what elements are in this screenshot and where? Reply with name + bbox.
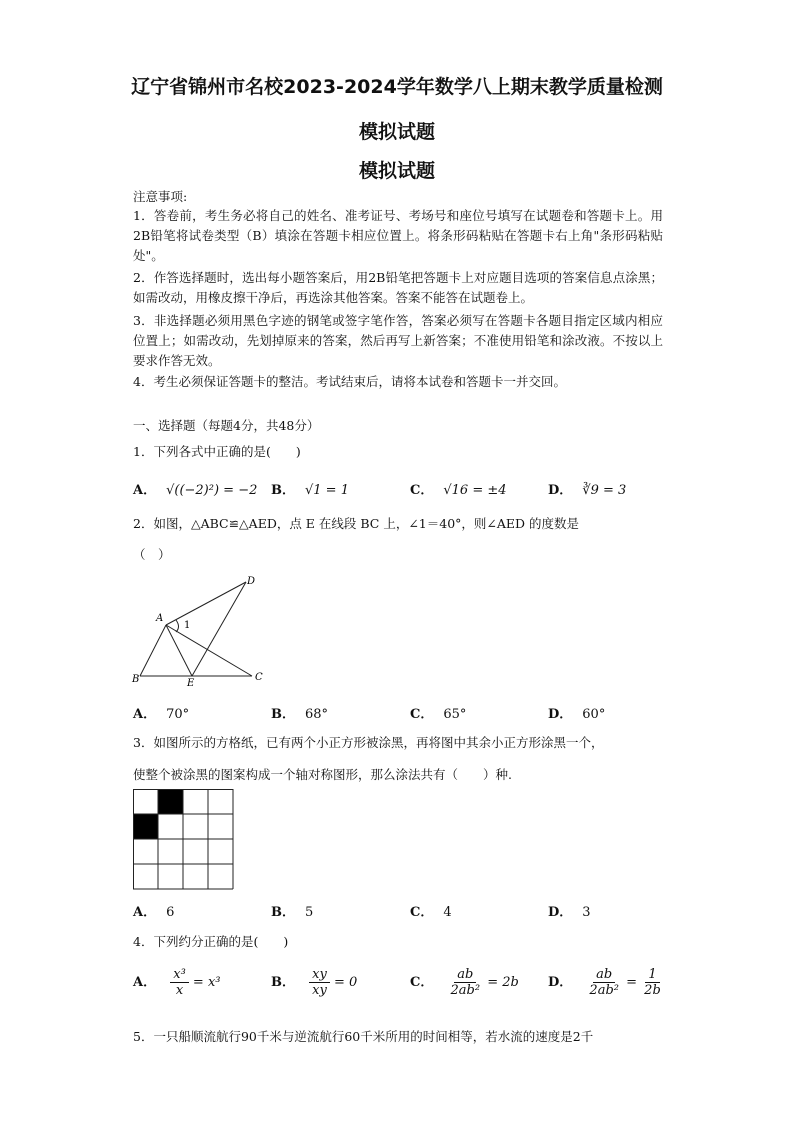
fraction: $\frac{\text{x³}}{x}$: [170, 967, 189, 998]
option-expr: 60°: [582, 707, 606, 722]
option-expr: 6: [166, 905, 175, 920]
option-expr: 70°: [166, 707, 190, 722]
q4-option-c: [410, 967, 519, 998]
triangle-figure: [128, 572, 268, 688]
fraction: $\frac{ab}{\text{2ab²}}$: [450, 967, 481, 998]
q4-option-d: [548, 967, 664, 998]
question-1-stem: 1．下列各式中正确的是( ): [133, 444, 301, 459]
fraction-result: $\frac{1}{2b}$: [644, 967, 661, 998]
grid-figure: [133, 789, 234, 890]
option-label: B．: [271, 905, 295, 920]
q3-option-a: [133, 901, 174, 920]
option-expr: √((−2)²) = −2: [166, 483, 258, 498]
question-3-stem-line1: 3．如图所示的方格纸，已有两个小正方形被涂黑，再将图中其余小正方形涂黑一个，: [133, 735, 604, 750]
question-5-stem: 5．一只船顺流航行90千米与逆流航行60千米所用的时间相等，若水流的速度是2千: [133, 1029, 594, 1044]
label-b: B: [132, 674, 140, 685]
option-expr: √1 = 1: [305, 483, 349, 498]
q2-option-d: [548, 703, 605, 722]
notice-item-4: 4．考生必须保证答题卡的整洁。考试结束后，请将本试卷和答题卡一并交回。: [133, 374, 566, 389]
angle-1-arc: [176, 620, 179, 632]
page-subtitle-repeat: 模拟试题: [358, 160, 435, 182]
option-label: C．: [410, 483, 434, 498]
option-label: B．: [271, 483, 295, 498]
segment-ab: [140, 625, 166, 676]
question-3-stem-line2: 使整个被涂黑的图案构成一个轴对称图形，那么涂法共有（ ）种.: [133, 767, 512, 782]
option-expr: 4: [443, 905, 452, 920]
option-expr: 68°: [305, 707, 329, 722]
option-label: C．: [410, 975, 434, 990]
option-label: B．: [271, 707, 295, 722]
shaded-square: [158, 789, 183, 814]
question-2-stem: 2．如图，△ABC≌△AED，点 E 在线段 BC 上，∠1＝40°，则∠AED 的度数是: [133, 516, 580, 531]
question-4-stem: 4．下列约分正确的是( ): [133, 934, 289, 949]
option-expr: 5: [305, 905, 314, 920]
notice-heading: 注意事项:: [133, 189, 188, 204]
q4-option-b: [271, 967, 357, 998]
q1-option-b: [271, 479, 349, 498]
option-rhs: = x³: [192, 975, 221, 990]
option-label: C．: [410, 707, 434, 722]
label-angle-1: 1: [184, 620, 191, 631]
q1-option-d: [548, 479, 626, 498]
option-label: C．: [410, 905, 434, 920]
option-label: A．: [133, 975, 157, 990]
label-c: C: [255, 672, 263, 683]
page-title: 辽宁省锦州市名校2023-2024学年数学八上期末教学质量检测: [131, 76, 663, 98]
label-d: D: [247, 576, 256, 587]
q1-option-a: [133, 479, 257, 498]
page-subtitle: 模拟试题: [358, 121, 435, 143]
section-heading: 一、选择题（每题4分，共48分）: [133, 418, 320, 433]
option-expr: 65°: [443, 707, 467, 722]
label-a: A: [156, 613, 164, 624]
fraction: $\frac{ab}{\text{2ab²}}$: [589, 967, 619, 998]
option-label: B．: [271, 975, 295, 990]
notice-item-3: 3．非选择题必须用黑色字迹的钢笔或签字笔作答，答案必须写在答题卡各题目指定区域内相应位置上；如需改动，先划掉原来的答案，然后再写上新答案；不准使用铅笔和涂改液。不按以上要求作答无效。: [133, 313, 663, 368]
question-2-paren: （ ）: [133, 547, 171, 562]
option-label: A．: [133, 905, 157, 920]
q3-option-d: [548, 901, 591, 920]
q3-option-c: [410, 901, 452, 920]
shaded-square: [133, 814, 158, 839]
option-label: D．: [548, 483, 573, 498]
label-e: E: [187, 678, 195, 688]
q4-option-a: [133, 967, 221, 998]
option-expr: 3: [582, 905, 591, 920]
notice-item-2: 2．作答选择题时，选出每小题答案后，用2B铅笔把答题卡上对应题目选项的答案信息点涂黑；如需改动，用橡皮擦干净后，再选涂其他答案。答案不能答在试题卷上。: [133, 270, 663, 305]
option-rhs: =: [626, 975, 638, 990]
option-rhs: = 2b: [487, 975, 519, 990]
q1-option-c: [410, 479, 507, 498]
option-expr: √16 = ±4: [443, 483, 507, 498]
option-label: D．: [548, 707, 573, 722]
option-label: A．: [133, 707, 157, 722]
q2-option-c: [410, 703, 466, 722]
option-label: A．: [133, 483, 157, 498]
notice-item-1: 1．答卷前，考生务必将自己的姓名、准考证号、考场号和座位号填写在试题卷和答题卡上。用2B铅笔将试卷类型（B）填涂在答题卡相应位置上。将条形码粘贴在答题卡右上角"条形码粘贴处"。: [133, 208, 663, 263]
q2-option-a: [133, 703, 189, 722]
option-expr: ∛9 = 3: [582, 483, 627, 498]
q2-option-b: [271, 703, 328, 722]
option-rhs: = 0: [333, 975, 358, 990]
q3-option-b: [271, 901, 313, 920]
option-label: D．: [548, 905, 573, 920]
option-label: D．: [548, 975, 573, 990]
fraction: $\frac{xy}{xy}$: [309, 967, 330, 998]
